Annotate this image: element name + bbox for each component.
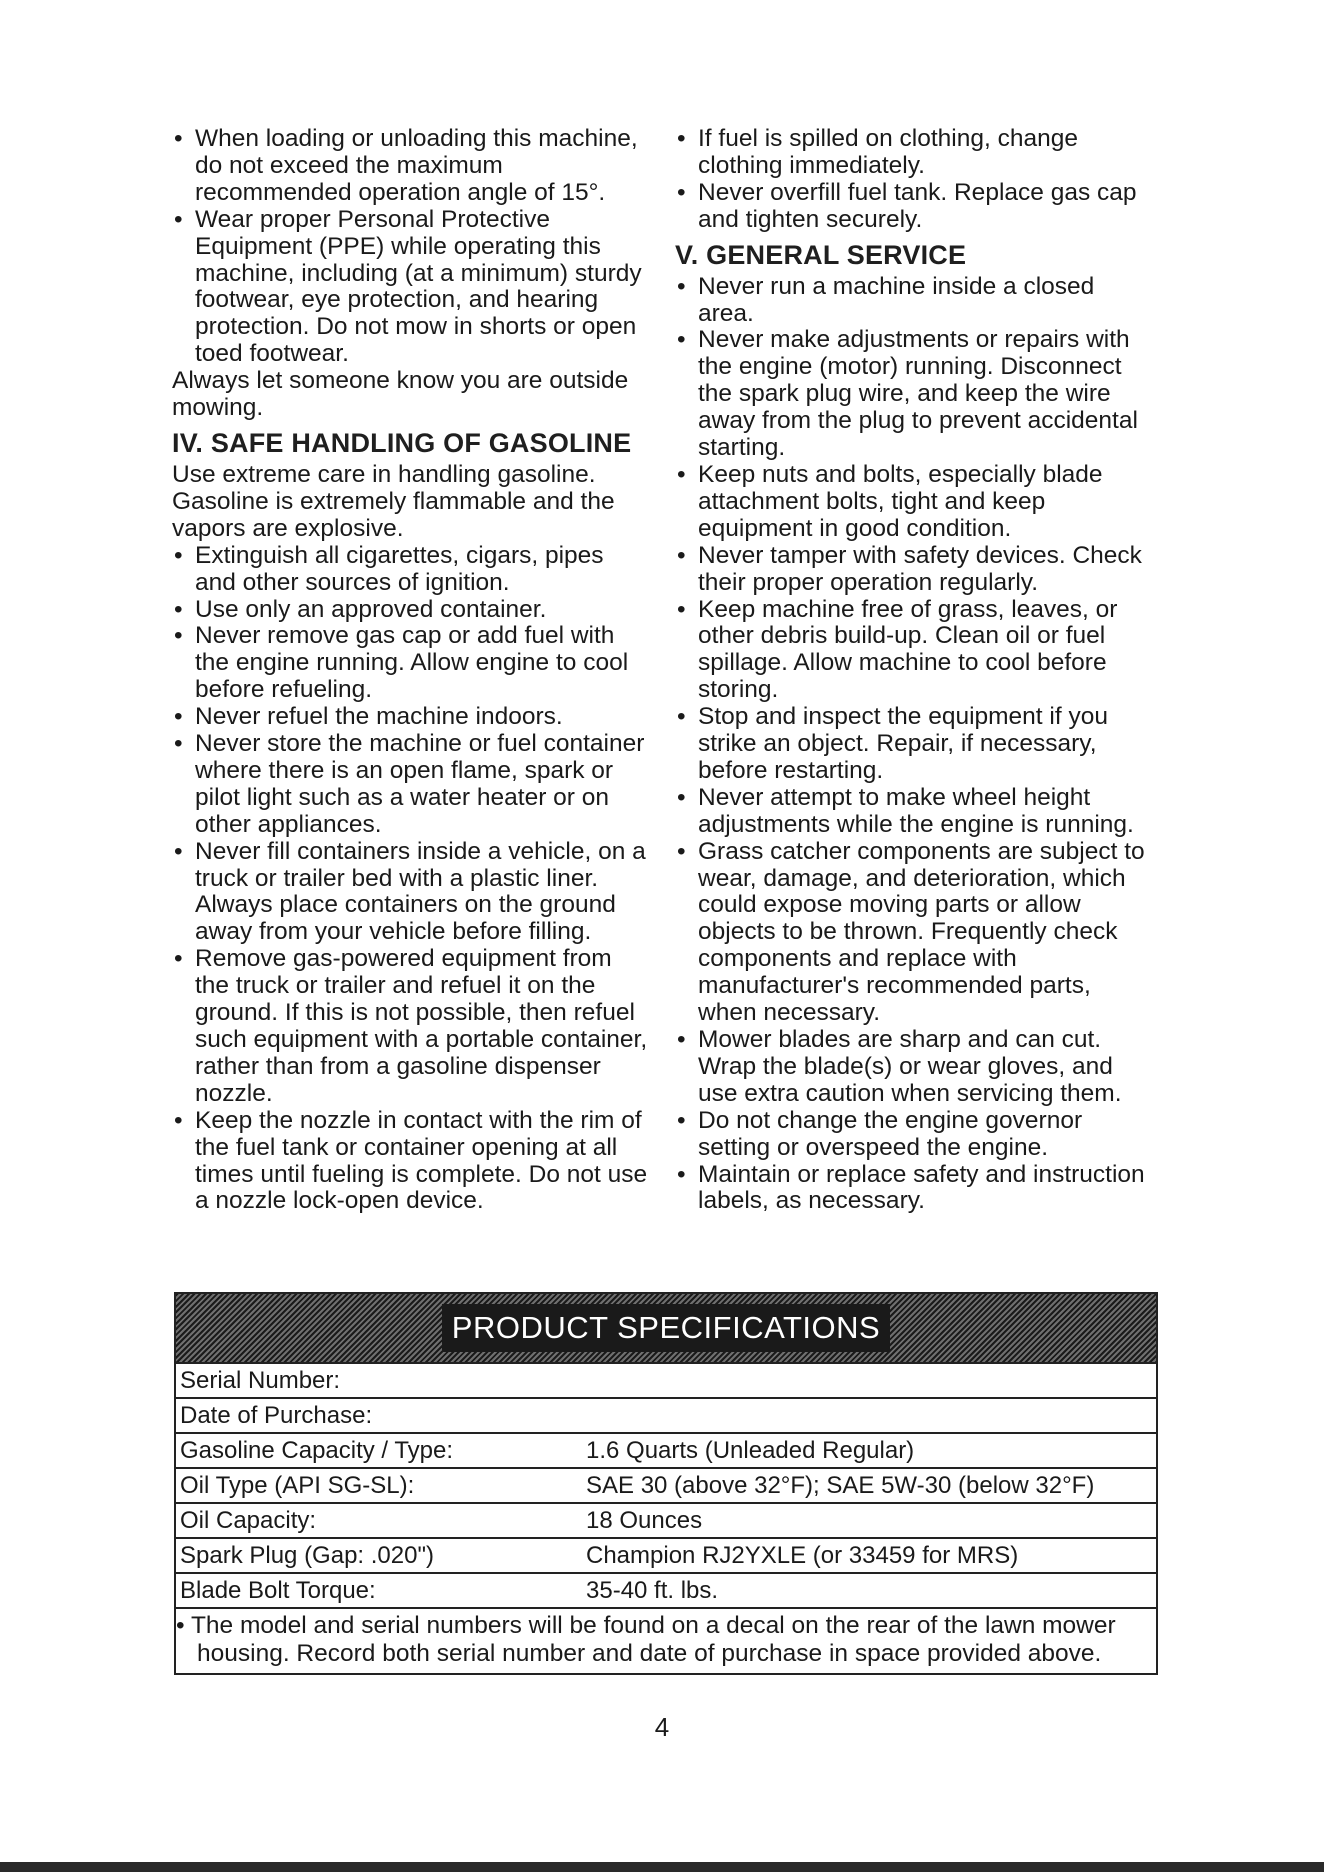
note-line: housing. Record both serial number and date of purchase in space provided above. — [197, 1640, 1102, 1667]
bullet-icon: • — [677, 541, 686, 569]
scan-edge-divider — [0, 1862, 1324, 1872]
list-item-text: When loading or unloading this machine, do not exceed the maximum recommended operation angle of 15°. — [195, 125, 638, 206]
bullet-icon: • — [174, 945, 183, 973]
bullet-icon: • — [174, 595, 183, 623]
list-item — [675, 785, 1155, 839]
section-heading-gasoline: IV. SAFE HANDLING OF GASOLINE — [172, 427, 632, 458]
spec-label: Gasoline Capacity / Type: — [176, 1433, 582, 1468]
specifications-banner — [176, 1294, 1156, 1362]
bullet-icon: • — [176, 1612, 191, 1639]
bullet-icon: • — [677, 783, 686, 811]
list-item-text: Never tamper with safety devices. Check their proper operation regularly. — [698, 541, 1142, 596]
bullet-list — [675, 274, 1155, 1216]
list-item — [172, 623, 650, 704]
spec-label: Oil Capacity: — [176, 1503, 582, 1538]
right-column — [675, 126, 1155, 1215]
list-item — [172, 731, 650, 839]
list-item-text: Never remove gas cap or add fuel with the engine running. Allow engine to cool before refueling. — [195, 622, 629, 704]
bullet-icon: • — [174, 703, 183, 731]
note-text: The model and serial numbers will be found on a decal on the rear of the lawn mower — [190, 1612, 1116, 1639]
note-line — [176, 1612, 1154, 1640]
list-item — [172, 207, 650, 368]
list-item-text: Do not change the engine governor setting or overspeed the engine. — [698, 1106, 1083, 1161]
list-item-text: Keep the nozzle in contact with the rim of the fuel tank or container opening at all times until fueling is complete. Do not use a nozzle lock-open device. — [195, 1106, 648, 1215]
bullet-list — [675, 126, 1155, 234]
list-item-text: Maintain or replace safety and instruction labels, as necessary. — [698, 1160, 1145, 1215]
bullet-icon: • — [677, 595, 686, 623]
table-row — [176, 1363, 1156, 1398]
list-item — [675, 1108, 1155, 1162]
bullet-list — [172, 126, 650, 368]
list-item — [675, 839, 1155, 1027]
spec-value: 1.6 Quarts (Unleaded Regular) — [582, 1433, 1156, 1468]
table-row — [176, 1468, 1156, 1503]
list-item-text: Never fill containers inside a vehicle, on a truck or trailer bed with a plastic liner. Always place containers on the ground away from your vehicle before filling. — [195, 837, 646, 946]
list-item — [172, 597, 650, 624]
bullet-icon: • — [677, 460, 686, 488]
list-item — [675, 462, 1155, 543]
specifications-title: PRODUCT SPECIFICATIONS — [442, 1304, 890, 1352]
list-item-text: Extinguish all cigarettes, cigars, pipes and other sources of ignition. — [195, 541, 604, 596]
list-item-text: Never store the machine or fuel container where there is an open flame, spark or pilot light such as a water heater or on other appliances. — [195, 730, 645, 838]
bullet-icon: • — [174, 622, 183, 650]
list-item — [172, 704, 650, 731]
list-item — [675, 126, 1155, 180]
list-item-text: Never make adjustments or repairs with the engine (motor) running. Disconnect the spark plug wire, and keep the wire away from the plug to prevent accidental starting. — [698, 326, 1138, 462]
list-item-text: Keep nuts and bolts, especially blade attachment bolts, tight and keep equipment in good condition. — [698, 460, 1103, 542]
list-item — [172, 839, 650, 947]
table-row — [176, 1398, 1156, 1433]
bullet-icon: • — [677, 1106, 686, 1134]
list-item — [172, 126, 650, 207]
list-item — [172, 1108, 650, 1216]
bullet-list — [172, 543, 650, 1216]
table-row — [176, 1573, 1156, 1607]
list-item — [675, 597, 1155, 705]
list-item-text: Never refuel the machine indoors. — [195, 703, 563, 731]
spec-label: Spark Plug (Gap: .020") — [176, 1538, 582, 1573]
specifications-table — [176, 1362, 1156, 1607]
spec-value: Champion RJ2YXLE (or 33459 for MRS) — [582, 1538, 1156, 1573]
spec-value: 18 Ounces — [582, 1503, 1156, 1538]
table-row — [176, 1503, 1156, 1538]
product-specifications-box — [174, 1292, 1158, 1675]
bullet-icon: • — [677, 837, 686, 865]
list-item-text: Never run a machine inside a closed area. — [698, 272, 1095, 327]
list-item-text: Grass catcher components are subject to wear, damage, and deterioration, which could expose moving parts or allow objects to be thrown. Frequently check components and replace with manufacturer's recommended parts, when necessary. — [698, 837, 1145, 1027]
list-item-text: Keep machine free of grass, leaves, or other debris build-up. Clean oil or fuel spillage. Allow machine to cool before storing. — [698, 595, 1118, 704]
list-item-text: Wear proper Personal Protective Equipment (PPE) while operating this machine, including (at a minimum) sturdy footwear, eye protection, and hearing protection. Do not mow in shorts or open toed footwear. — [195, 205, 642, 368]
list-item — [675, 543, 1155, 597]
table-row — [176, 1538, 1156, 1573]
paragraph: Use extreme care in handling gasoline. Gasoline is extremely flammable and the vapors are explosive. — [172, 460, 615, 542]
bullet-icon: • — [174, 837, 183, 865]
list-item-text: Never overfill fuel tank. Replace gas cap and tighten securely. — [698, 178, 1137, 233]
spec-value — [582, 1363, 1156, 1398]
bullet-icon: • — [677, 1160, 686, 1188]
list-item — [675, 180, 1155, 234]
list-item — [675, 327, 1155, 462]
spec-label: Oil Type (API SG-SL): — [176, 1468, 582, 1503]
table-row — [176, 1433, 1156, 1468]
page-number: 4 — [654, 1712, 670, 1742]
bullet-icon: • — [174, 730, 183, 758]
bullet-icon: • — [174, 205, 183, 233]
list-item — [675, 704, 1155, 785]
spec-label: Date of Purchase: — [176, 1398, 582, 1433]
list-item — [172, 946, 650, 1107]
spec-value: 35-40 ft. lbs. — [582, 1573, 1156, 1607]
bullet-icon: • — [677, 178, 686, 206]
bullet-icon: • — [174, 1106, 183, 1134]
bullet-icon: • — [677, 125, 686, 152]
paragraph: Always let someone know you are outside mowing. — [172, 367, 629, 422]
list-item — [675, 274, 1155, 328]
list-item-text: Stop and inspect the equipment if you strike an object. Repair, if necessary, before restarting. — [698, 703, 1108, 784]
bullet-icon: • — [174, 541, 183, 569]
spec-value: SAE 30 (above 32°F); SAE 5W-30 (below 32°F) — [582, 1468, 1156, 1503]
list-item — [675, 1027, 1155, 1108]
list-item-text: Never attempt to make wheel height adjustments while the engine is running. — [698, 783, 1134, 838]
spec-label: Serial Number: — [176, 1363, 582, 1398]
bullet-icon: • — [677, 703, 686, 731]
bullet-icon: • — [174, 125, 183, 152]
list-item-text: Remove gas-powered equipment from the truck or trailer and refuel it on the ground. If this is not possible, then refuel such equipment with a portable container, rather than from a gasoline dispenser nozzle. — [195, 945, 648, 1107]
section-heading-general-service: V. GENERAL SERVICE — [675, 239, 967, 270]
bullet-icon: • — [677, 272, 686, 300]
list-item-text: If fuel is spilled on clothing, change clothing immediately. — [698, 125, 1078, 179]
specifications-note — [176, 1607, 1156, 1673]
list-item — [675, 1162, 1155, 1216]
left-column — [172, 126, 650, 1215]
list-item-text: Use only an approved container. — [195, 595, 547, 623]
list-item — [172, 543, 650, 597]
spec-value — [582, 1398, 1156, 1433]
bullet-icon: • — [677, 1026, 686, 1053]
spec-label: Blade Bolt Torque: — [176, 1573, 582, 1607]
bullet-icon: • — [677, 326, 686, 354]
list-item-text: Mower blades are sharp and can cut. Wrap the blade(s) or wear gloves, and use extra caution when servicing them. — [698, 1026, 1122, 1107]
